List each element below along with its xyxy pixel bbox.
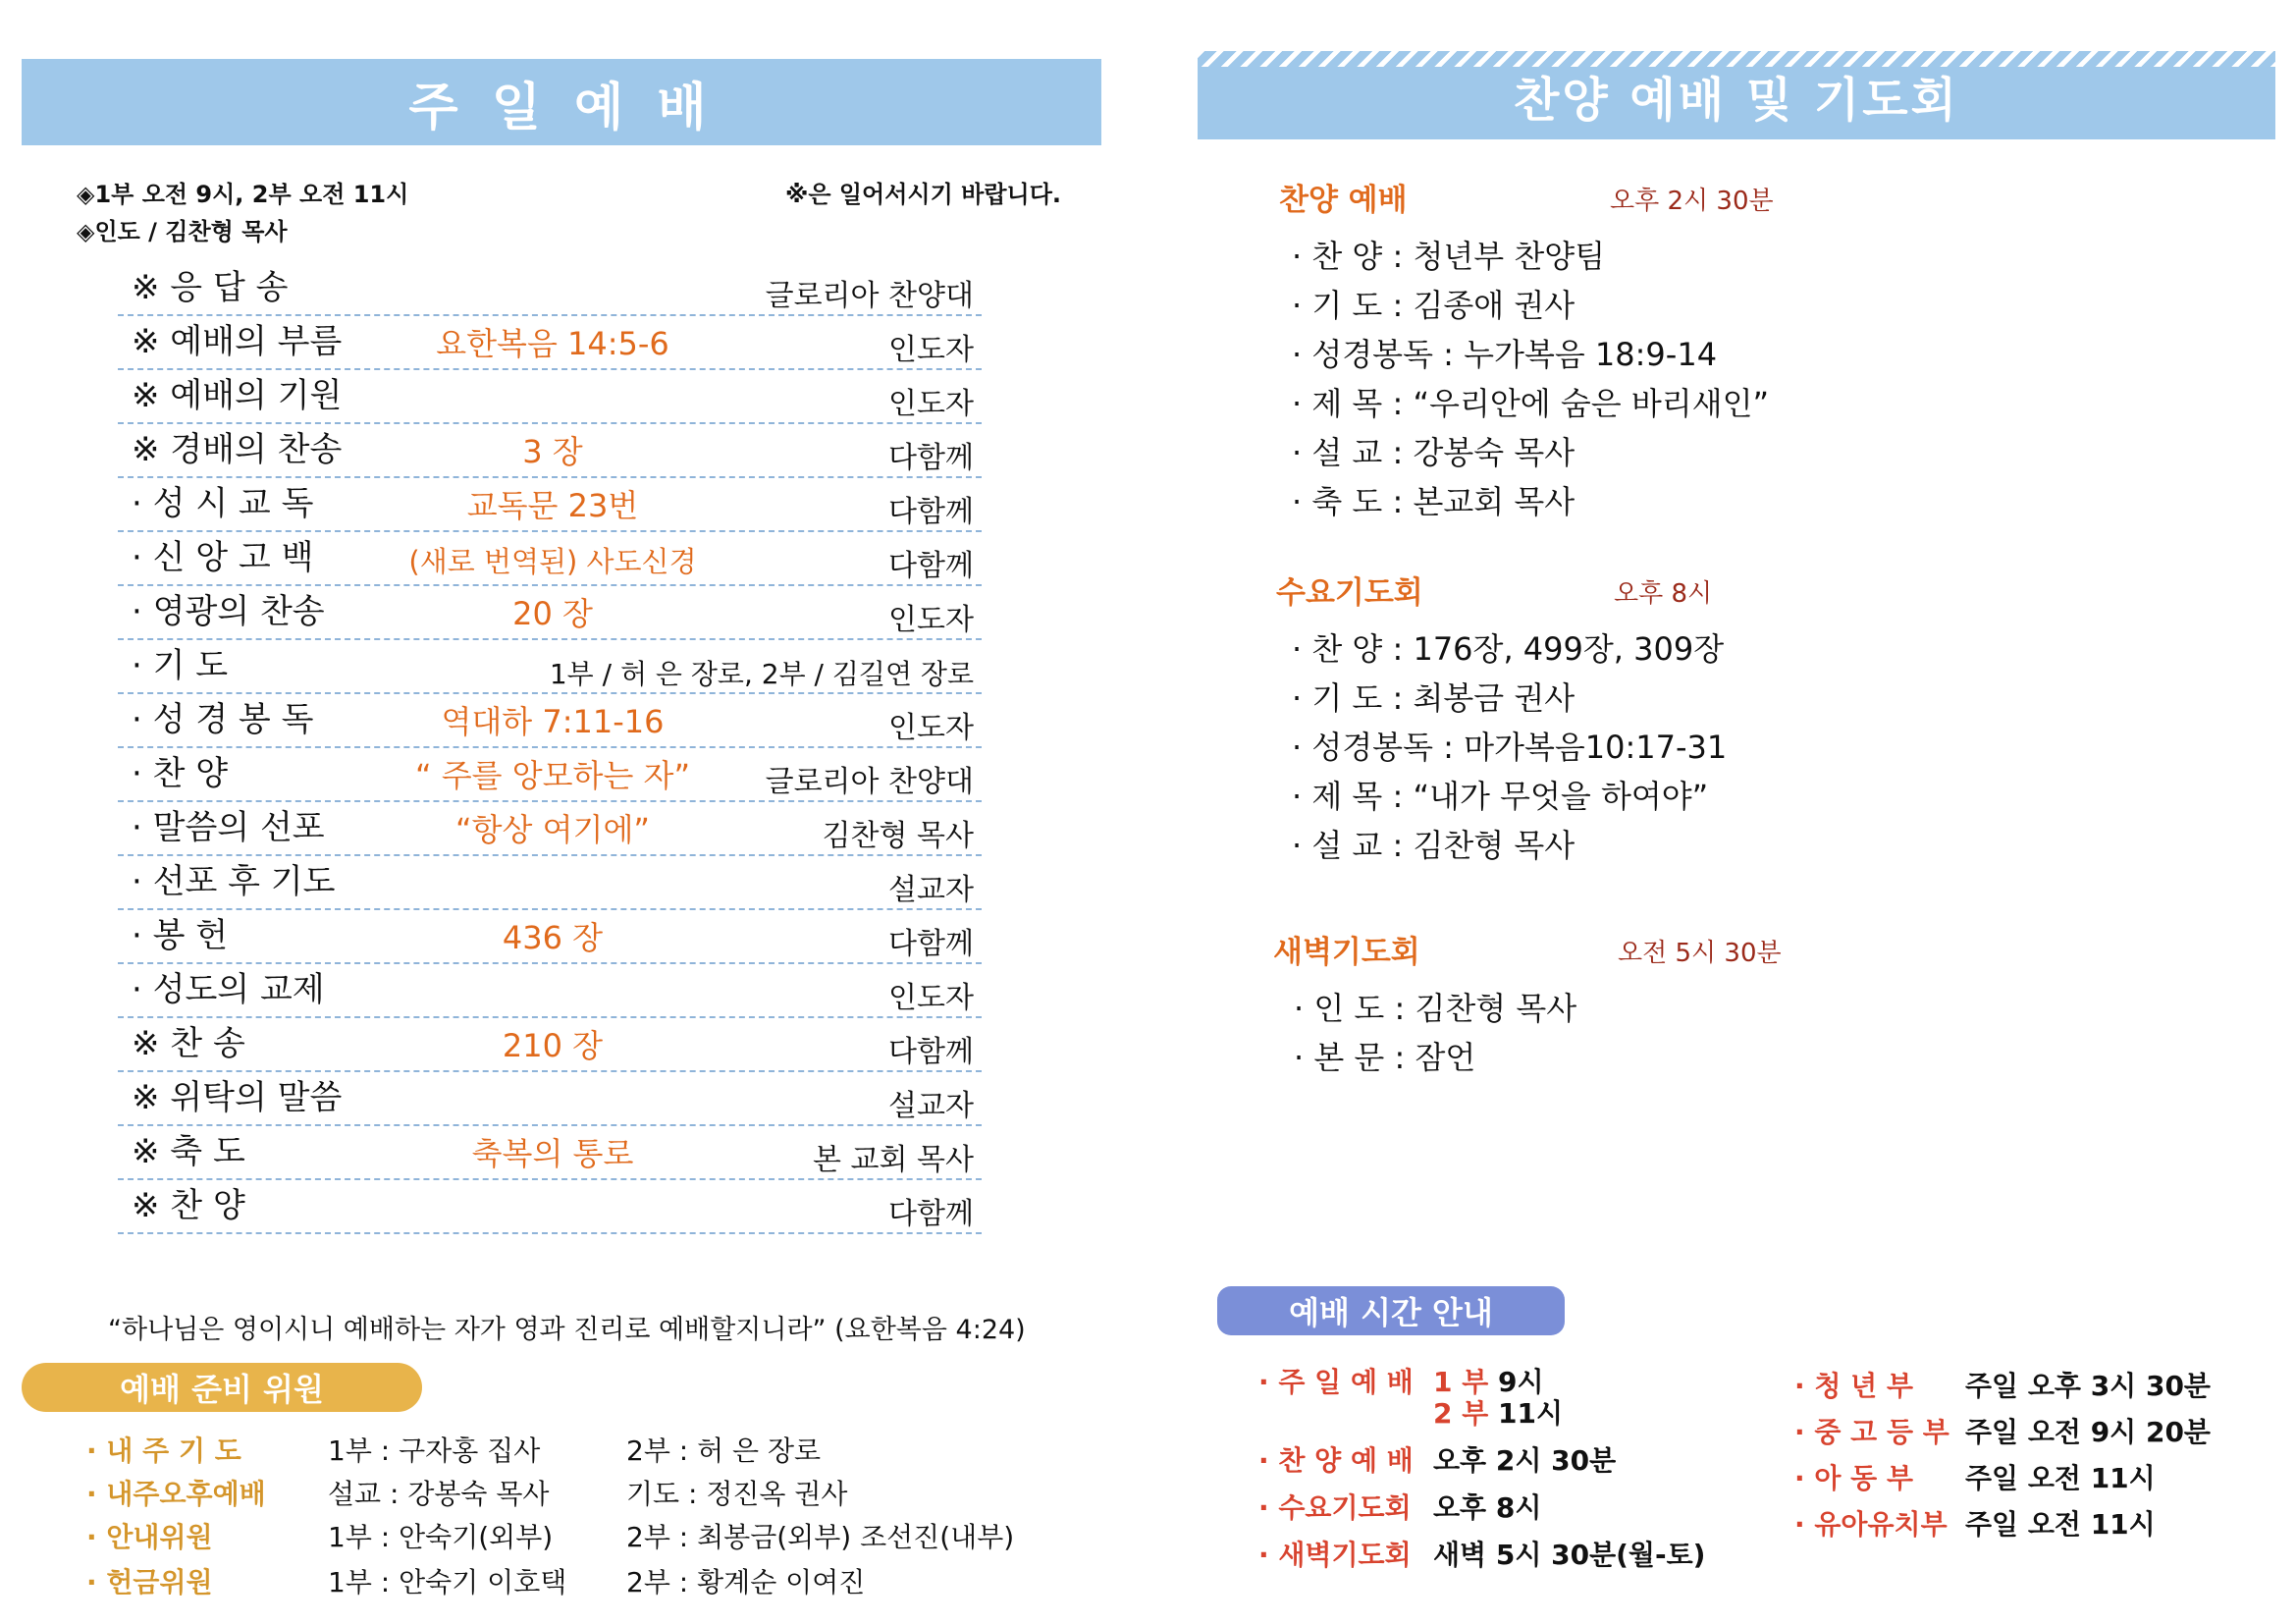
order-item-detail: “항상 여기에” <box>455 811 650 848</box>
order-item-detail: “ 주를 앙모하는 자” <box>414 757 691 794</box>
times-label: · 청 년 부 <box>1794 1370 1914 1402</box>
order-item-leader: 글로리아 찬양대 <box>765 279 974 313</box>
order-item-detail: 436 장 <box>502 919 604 956</box>
order-item-name: · 성 경 봉 독 <box>132 700 314 739</box>
order-row <box>118 423 982 478</box>
committee-part1: 1부 : 구자홍 집사 <box>328 1435 541 1467</box>
committee-part1: 1부 : 안숙기(외부) <box>328 1521 554 1553</box>
order-item-leader: 글로리아 찬양대 <box>765 765 974 799</box>
order-item-detail: 20 장 <box>512 595 593 632</box>
committee-row <box>86 1430 1068 1469</box>
order-item-name: · 선포 후 기도 <box>132 862 336 901</box>
order-row <box>118 315 982 370</box>
service-times-title: 예배 시간 안내 <box>1217 1286 1565 1335</box>
order-row <box>118 1071 982 1126</box>
order-item-name: ※ 찬 송 <box>132 1024 245 1063</box>
times-label: · 아 동 부 <box>1794 1462 1914 1494</box>
order-item-name: · 성 시 교 독 <box>132 484 314 523</box>
section-line: · 기 도 : 김종애 권사 <box>1292 287 1575 324</box>
section-line: · 성경봉독 : 누가복음 18:9-14 <box>1292 336 1718 373</box>
order-item-leader: 1부 / 허 은 장로, 2부 / 김길연 장로 <box>549 658 974 690</box>
section-time-praise: 오후 2시 30분 <box>1610 187 1774 216</box>
sunday-worship-banner: 주 일 예 배 <box>22 59 1101 145</box>
order-item-leader: 다함께 <box>888 1197 974 1231</box>
order-row <box>118 1017 982 1072</box>
times-value <box>1433 1392 1563 1432</box>
order-item-leader: 본 교회 목사 <box>813 1143 974 1177</box>
committee-part1: 설교 : 강봉숙 목사 <box>328 1478 550 1510</box>
times-part: 1 부 <box>1433 1366 1489 1398</box>
order-item-name: · 영광의 찬송 <box>132 592 325 631</box>
order-item-leader: 김찬형 목사 <box>822 819 974 853</box>
order-item-detail: 3 장 <box>522 433 583 470</box>
section-time-dawn: 오전 5시 30분 <box>1618 939 1782 968</box>
banner-stripe-decoration <box>1198 51 2275 67</box>
order-item-name: · 찬 양 <box>132 754 229 793</box>
order-row <box>118 801 982 856</box>
order-item-leader: 다함께 <box>888 495 974 529</box>
order-item-leader: 설교자 <box>888 1089 974 1123</box>
order-item-name: ※ 예배의 부름 <box>132 322 343 361</box>
section-line: · 찬 양 : 청년부 찬양팀 <box>1292 238 1606 275</box>
order-row <box>118 1125 982 1180</box>
committee-part2: 기도 : 정진옥 권사 <box>626 1478 848 1510</box>
times-part-value: 9시 <box>1498 1366 1544 1398</box>
section-line: · 축 도 : 본교회 목사 <box>1292 483 1575 520</box>
order-item-leader: 인도자 <box>888 981 974 1015</box>
times-part-value: 11시 <box>1498 1397 1564 1430</box>
order-item-name: ※ 경배의 찬송 <box>132 430 343 469</box>
order-item-name: · 기 도 <box>132 646 229 685</box>
order-row <box>118 747 982 802</box>
leader-info: ◈인도 / 김찬형 목사 <box>77 218 288 245</box>
section-line: · 제 목 : “내가 무엇을 하여야” <box>1292 778 1709 815</box>
order-item-detail: 축복의 통로 <box>471 1135 634 1172</box>
order-item-detail: 210 장 <box>502 1027 604 1064</box>
order-item-name: ※ 위탁의 말씀 <box>132 1078 343 1117</box>
times-value: 주일 오전 11시 <box>1965 1508 2156 1541</box>
times-label: · 유아유치부 <box>1794 1508 1948 1541</box>
times-label: · 찬 양 예 배 <box>1258 1444 1414 1477</box>
times-label: · 주 일 예 배 <box>1258 1366 1414 1398</box>
order-row <box>118 855 982 910</box>
times-value: 주일 오전 9시 20분 <box>1965 1416 2211 1448</box>
section-line: · 설 교 : 강봉숙 목사 <box>1292 434 1575 471</box>
order-row <box>118 261 982 316</box>
order-item-name: ※ 찬 양 <box>132 1186 245 1225</box>
committee-part2: 2부 : 최봉금(외부) 조선진(내부) <box>626 1521 1015 1553</box>
section-title-praise: 찬양 예배 <box>1279 183 1408 218</box>
section-time-wednesday: 오후 8시 <box>1614 579 1713 609</box>
order-item-leader: 인도자 <box>888 333 974 367</box>
service-times-info: ◈1부 오전 9시, 2부 오전 11시 <box>77 181 409 208</box>
section-title-dawn: 새벽기도회 <box>1273 935 1420 970</box>
order-item-leader: 다함께 <box>888 1035 974 1069</box>
order-row <box>118 531 982 586</box>
order-item-detail: 역대하 7:11-16 <box>441 703 665 740</box>
committee-part1: 1부 : 안숙기 이호택 <box>328 1566 567 1598</box>
committee-title: 예배 준비 위원 <box>22 1363 422 1412</box>
section-line: · 설 교 : 김찬형 목사 <box>1292 827 1575 864</box>
committee-label: · 내 주 기 도 <box>86 1435 241 1467</box>
section-line: · 본 문 : 잠언 <box>1294 1039 1476 1076</box>
order-item-leader: 설교자 <box>888 873 974 907</box>
section-line: · 성경봉독 : 마가복음10:17-31 <box>1292 729 1728 766</box>
order-row <box>118 477 982 532</box>
committee-label: · 내주오후예배 <box>86 1478 266 1510</box>
section-title-wednesday: 수요기도회 <box>1276 575 1423 611</box>
section-line: · 제 목 : “우리안에 숨은 바리새인” <box>1292 385 1770 422</box>
committee-label: · 헌금위원 <box>86 1566 213 1598</box>
times-value: 오후 8시 <box>1433 1491 1542 1524</box>
order-item-leader: 다함께 <box>888 927 974 961</box>
committee-row <box>86 1516 1068 1555</box>
order-item-name: ※ 예배의 기원 <box>132 376 343 415</box>
order-row <box>118 909 982 964</box>
order-item-name: ※ 응 답 송 <box>132 268 289 307</box>
praise-prayer-banner: 찬양 예배 및 기도회 <box>1198 51 2275 139</box>
section-line: · 찬 양 : 176장, 499장, 309장 <box>1292 630 1725 668</box>
order-item-detail: 요한복음 14:5-6 <box>436 325 669 362</box>
order-item-name: ※ 축 도 <box>132 1132 245 1171</box>
stand-note: ※은 일어서시기 바랍니다. <box>785 181 1061 208</box>
order-item-name: · 말씀의 선포 <box>132 808 325 847</box>
times-value: 오후 2시 30분 <box>1433 1444 1617 1477</box>
order-row <box>118 1179 982 1234</box>
order-item-detail: (새로 번역된) 사도신경 <box>408 545 697 578</box>
order-item-detail: 교독문 23번 <box>466 487 639 524</box>
times-value: 주일 오후 3시 30분 <box>1965 1370 2211 1402</box>
times-label: · 새벽기도회 <box>1258 1539 1412 1571</box>
committee-row <box>86 1473 1068 1512</box>
order-item-name: · 성도의 교제 <box>132 970 325 1009</box>
committee-label: · 안내위원 <box>86 1521 213 1553</box>
order-row <box>118 963 982 1018</box>
times-label: · 중 고 등 부 <box>1794 1416 1949 1448</box>
order-item-leader: 인도자 <box>888 387 974 421</box>
times-label: · 수요기도회 <box>1258 1491 1412 1524</box>
section-line: · 기 도 : 최봉금 권사 <box>1292 679 1575 717</box>
times-value: 새벽 5시 30분(월-토) <box>1433 1539 1706 1571</box>
order-item-leader: 인도자 <box>888 711 974 745</box>
order-item-leader: 다함께 <box>888 549 974 583</box>
order-row <box>118 693 982 748</box>
times-part: 2 부 <box>1433 1397 1489 1430</box>
section-line: · 인 도 : 김찬형 목사 <box>1294 990 1577 1027</box>
order-row <box>118 585 982 640</box>
order-item-leader: 인도자 <box>888 603 974 637</box>
order-row <box>118 369 982 424</box>
committee-part2: 2부 : 황계순 이여진 <box>626 1566 866 1598</box>
order-item-name: · 봉 헌 <box>132 916 229 955</box>
order-item-name: · 신 앙 고 백 <box>132 538 314 577</box>
order-item-leader: 다함께 <box>888 441 974 475</box>
order-row <box>118 639 982 694</box>
times-value: 주일 오전 11시 <box>1965 1462 2156 1494</box>
scripture-verse: “하나님은 영이시니 예배하는 자가 영과 진리로 예배할지니라” (요한복음 4:24) <box>108 1315 1026 1345</box>
committee-row <box>86 1561 1068 1600</box>
committee-part2: 2부 : 허 은 장로 <box>626 1435 822 1467</box>
